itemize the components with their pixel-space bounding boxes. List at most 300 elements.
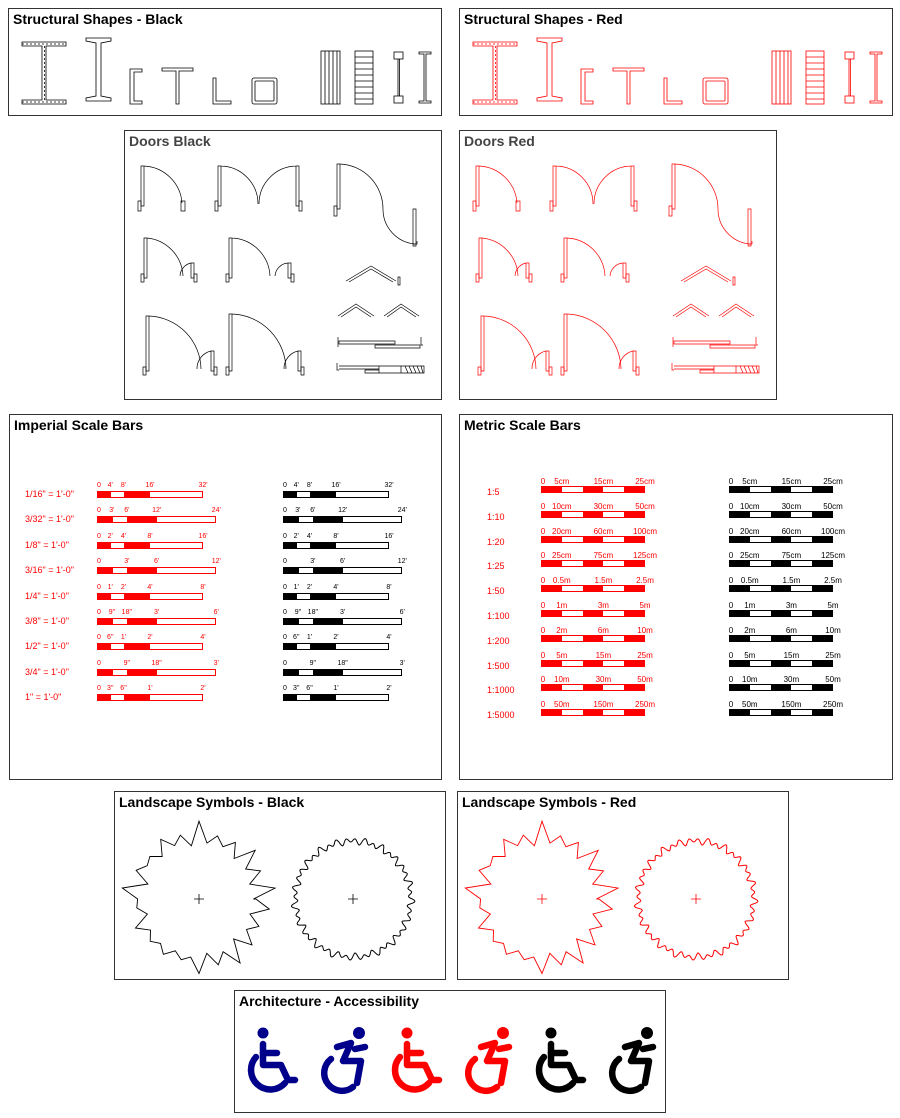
scale-tick-label: 250m (634, 700, 656, 710)
scale-tick-label: 6" (293, 634, 300, 642)
scale-tick-label: 3' (399, 659, 405, 667)
bar-fill-segment (583, 661, 603, 666)
scale-tick-label: 30cm (593, 501, 614, 511)
imperial-scale-bar (283, 491, 389, 498)
scale-tick-label: 3' (154, 609, 160, 616)
scale-tick-label: 2' (293, 532, 299, 540)
scale-tick-label: 60cm (781, 526, 802, 536)
scale-tick-label: 0 (728, 650, 734, 660)
scale-tick-label: 5cm (742, 477, 758, 486)
metric-scale-label: 1:1000 (487, 685, 515, 696)
bar-fill-segment (583, 487, 603, 492)
scale-tick-label: 25cm (823, 477, 843, 486)
metric-scale-label: 1:100 (487, 611, 510, 621)
scale-tick-label: 0 (728, 625, 734, 635)
bar-fill-segment (313, 670, 342, 675)
bar-fill-segment (127, 568, 156, 573)
imperial-scale-bar (97, 542, 203, 549)
imperial-scale-bar (283, 542, 389, 549)
bar-fill-segment (98, 644, 111, 649)
imperial-scale-label: 3/8" = 1'-0" (25, 616, 69, 626)
bar-fill-segment (98, 568, 113, 573)
panel-title: Structural Shapes - Black (13, 11, 183, 27)
scale-tick-label: 2' (386, 685, 392, 693)
bar-fill-segment (542, 537, 562, 542)
bar-fill-segment (624, 710, 644, 715)
scale-tick-label: 20cm (740, 526, 760, 536)
bar-fill-segment (98, 594, 111, 599)
scale-tick-label: 0 (540, 601, 546, 610)
imperial-scale-bar (97, 567, 216, 574)
scale-tick-label: 32' (198, 482, 208, 489)
scale-tick-label: 20cm (552, 526, 572, 536)
bar-fill-segment (313, 517, 342, 522)
imperial-scale-bar (283, 567, 402, 574)
scale-tick-label: 1.5m (782, 576, 801, 586)
bar-fill-segment (812, 661, 832, 666)
imperial-scale-label: 1/2" = 1'-0" (25, 641, 69, 652)
scale-tick-label: 2' (306, 583, 313, 591)
scale-tick-label: 6" (107, 634, 114, 642)
scale-tick-label: 16' (384, 532, 394, 540)
bar-fill-segment (812, 512, 832, 517)
scale-tick-label: 3m (597, 601, 609, 610)
scale-tick-label: 150m (781, 700, 802, 710)
metric-scale-bar (729, 684, 833, 691)
scale-tick-label: 6' (310, 507, 316, 515)
scale-tick-label: 0.5m (740, 576, 759, 586)
scale-tick-label: 1' (120, 634, 127, 642)
scale-tick-label: 9" (108, 609, 116, 616)
scale-tick-label: 0 (97, 482, 101, 489)
metric-scale-bar (541, 536, 645, 543)
scale-tick-label: 1' (306, 634, 313, 642)
bar-fill-segment (542, 685, 562, 690)
scale-tick-label: 0 (728, 700, 734, 710)
imperial-scale-bar (97, 694, 203, 701)
bar-fill-segment (583, 586, 603, 591)
bar-fill-segment (771, 636, 791, 641)
bar-fill-segment (98, 492, 111, 497)
bar-fill-segment (310, 644, 336, 649)
panel-title: Doors Red (464, 133, 535, 149)
bar-fill-segment (542, 512, 562, 517)
scale-tick-label: 50m (742, 700, 758, 710)
structural-shapes-black (9, 9, 443, 117)
scale-tick-label: 60cm (593, 526, 614, 536)
bar-fill-segment (542, 661, 562, 666)
scale-tick-label: 3" (107, 685, 114, 693)
scale-tick-label: 0 (97, 558, 101, 566)
bar-fill-segment (127, 619, 156, 624)
metric-scale-bar (541, 610, 645, 617)
bar-fill-segment (730, 561, 750, 566)
bar-fill-segment (124, 594, 150, 599)
scale-tick-label: 0 (283, 507, 287, 515)
scale-tick-label: 2' (147, 634, 153, 642)
scale-tick-label: 5m (744, 650, 756, 660)
bar-fill-segment (771, 685, 791, 690)
scale-tick-label: 2.5m (636, 576, 654, 586)
bar-fill-segment (98, 695, 111, 700)
bar-fill-segment (624, 487, 644, 492)
imperial-scale-bar (97, 669, 216, 676)
scale-tick-label: 4' (386, 634, 392, 642)
metric-scale-bar (541, 684, 645, 691)
scale-tick-label: 3' (109, 507, 115, 515)
bar-fill-segment (812, 710, 832, 715)
imperial-scale-bar (283, 669, 402, 676)
panel-structural-black (8, 8, 442, 116)
panel-title: Landscape Symbols - Black (119, 794, 305, 810)
scale-tick-label: 250m (822, 700, 844, 710)
scale-tick-label: 0 (97, 609, 101, 616)
tree-round-black-icon (273, 819, 433, 979)
scale-tick-label: 0 (97, 507, 101, 515)
bar-fill-segment (771, 487, 791, 492)
bar-fill-segment (730, 487, 750, 492)
scale-tick-label: 4' (147, 583, 153, 591)
scale-tick-label: 50cm (823, 501, 843, 511)
scale-tick-label: 1.5m (594, 576, 613, 586)
imperial-scale-label: 1" = 1'-0" (25, 692, 62, 703)
panel-title: Metric Scale Bars (464, 417, 581, 433)
wheelchair-dynamic-icon (605, 1025, 669, 1095)
bar-fill-segment (812, 537, 832, 542)
bar-fill-segment (583, 611, 603, 616)
panel-title: Structural Shapes - Red (464, 11, 623, 27)
bar-fill-segment (771, 710, 791, 715)
scale-tick-label: 5cm (554, 477, 570, 486)
bar-fill-segment (812, 487, 832, 492)
scale-tick-label: 10m (825, 625, 841, 635)
scale-tick-label: 0 (728, 675, 734, 685)
bar-fill-segment (542, 710, 562, 715)
scale-tick-label: 125cm (632, 551, 658, 561)
scale-tick-label: 0 (97, 583, 101, 591)
bar-fill-segment (284, 594, 297, 599)
tree-spiky-red-icon (462, 819, 622, 979)
scale-tick-label: 10m (742, 675, 758, 685)
door-symbols-black (125, 131, 443, 401)
metric-scale-label: 1:50 (487, 586, 505, 597)
metric-scale-bar (541, 585, 645, 592)
imperial-scale-label: 3/16" = 1'-0" (25, 565, 74, 576)
bar-fill-segment (98, 670, 113, 675)
bar-fill-segment (542, 636, 562, 641)
bar-fill-segment (583, 636, 603, 641)
imperial-scale-bar (97, 516, 216, 523)
scale-tick-label: 6" (306, 685, 313, 693)
scale-tick-label: 0 (540, 700, 546, 710)
bar-fill-segment (583, 512, 603, 517)
bar-fill-segment (812, 561, 832, 566)
scale-tick-label: 30m (783, 675, 800, 685)
metric-scale-bar (541, 660, 645, 667)
metric-scale-bar (729, 709, 833, 716)
scale-tick-label: 8' (120, 482, 127, 489)
scale-tick-label: 75cm (593, 551, 614, 561)
metric-scale-bar (541, 511, 645, 518)
tree-round-red-icon (616, 819, 776, 979)
scale-tick-label: 16' (198, 532, 208, 540)
scale-tick-label: 3" (293, 685, 300, 693)
scale-tick-label: 8' (386, 583, 392, 591)
bar-fill-segment (771, 586, 791, 591)
panel-landscape-black (114, 791, 446, 980)
bar-fill-segment (284, 492, 297, 497)
bar-fill-segment (812, 685, 832, 690)
scale-tick-label: 4' (107, 482, 113, 489)
scale-tick-label: 25cm (740, 551, 760, 561)
imperial-scale-label: 1/4" = 1'-0" (25, 590, 69, 601)
imperial-scale-bar (283, 618, 402, 625)
imperial-scale-label: 3/4" = 1'-0" (25, 666, 69, 677)
scale-tick-label: 10m (554, 675, 570, 685)
scale-tick-label: 8' (200, 583, 206, 591)
panel-title: Landscape Symbols - Red (462, 794, 637, 810)
bar-fill-segment (730, 710, 750, 715)
scale-tick-label: 100cm (632, 526, 658, 536)
scale-tick-label: 4' (200, 634, 206, 642)
panel-doors-red (459, 130, 777, 400)
scale-tick-label: 25m (825, 650, 841, 660)
scale-tick-label: 125cm (820, 551, 846, 561)
scale-tick-label: 18" (121, 609, 132, 616)
bar-fill-segment (542, 611, 562, 616)
bar-fill-segment (313, 619, 342, 624)
scale-tick-label: 3' (295, 507, 301, 515)
scale-tick-label: 6' (340, 558, 346, 566)
scale-tick-label: 0 (728, 526, 734, 536)
scale-tick-label: 18" (151, 659, 162, 667)
scale-tick-label: 4' (120, 532, 127, 540)
imperial-scale-bar (97, 491, 203, 498)
bar-fill-segment (771, 537, 791, 542)
imperial-scale-bar (97, 643, 203, 650)
bar-fill-segment (124, 644, 150, 649)
scale-tick-label: 0 (283, 558, 287, 566)
scale-tick-label: 0 (540, 576, 546, 586)
scale-tick-label: 6' (154, 558, 160, 566)
scale-tick-label: 9" (294, 609, 302, 616)
bar-fill-segment (583, 537, 603, 542)
bar-fill-segment (624, 685, 644, 690)
scale-tick-label: 0 (728, 501, 734, 511)
scale-tick-label: 2' (200, 685, 206, 693)
bar-fill-segment (624, 561, 644, 566)
scale-tick-label: 6" (120, 685, 127, 693)
scale-tick-label: 0 (540, 650, 546, 660)
imperial-scale-bar (97, 593, 203, 600)
scale-tick-label: 15cm (593, 477, 614, 486)
scale-tick-label: 2.5m (824, 576, 842, 586)
scale-tick-label: 0 (283, 532, 287, 540)
scale-tick-label: 10cm (740, 501, 760, 511)
scale-tick-label: 32' (384, 482, 394, 489)
scale-tick-label: 75cm (781, 551, 802, 561)
scale-tick-label: 50cm (635, 501, 655, 511)
bar-fill-segment (127, 670, 156, 675)
scale-tick-label: 0 (97, 532, 101, 540)
bar-fill-segment (730, 661, 750, 666)
scale-tick-label: 0 (728, 576, 734, 586)
metric-scale-bar (729, 536, 833, 543)
scale-tick-label: 25cm (635, 477, 655, 486)
imperial-scale-bar (97, 618, 216, 625)
scale-tick-label: 8' (306, 482, 313, 489)
scale-tick-label: 4' (306, 532, 313, 540)
imperial-scale-bar (283, 516, 402, 523)
scale-tick-label: 0 (283, 482, 287, 489)
scale-tick-label: 50m (554, 700, 570, 710)
scale-tick-label: 0 (728, 477, 734, 486)
bar-fill-segment (310, 492, 336, 497)
scale-tick-label: 12' (211, 558, 221, 566)
scale-tick-label: 12' (152, 507, 162, 515)
metric-scale-label: 1:10 (487, 511, 505, 522)
scale-tick-label: 16' (331, 482, 341, 489)
bar-fill-segment (284, 517, 299, 522)
metric-scale-label: 1:5 (487, 487, 500, 497)
scale-tick-label: 18" (307, 609, 318, 616)
scale-tick-label: 0 (540, 675, 546, 685)
scale-tick-label: 150m (593, 700, 614, 710)
scale-tick-label: 6' (124, 507, 130, 515)
bar-fill-segment (771, 661, 791, 666)
scale-tick-label: 6m (785, 625, 797, 635)
scale-tick-label: 100cm (820, 526, 846, 536)
imperial-scale-bar (283, 643, 389, 650)
panel-accessibility (234, 990, 666, 1113)
bar-fill-segment (771, 561, 791, 566)
wheelchair-classic-icon (533, 1025, 597, 1095)
bar-fill-segment (313, 568, 342, 573)
metric-scale-bar (729, 560, 833, 567)
scale-tick-label: 0 (283, 634, 287, 642)
structural-shapes-red (460, 9, 894, 117)
scale-tick-label: 6m (597, 625, 609, 635)
scale-tick-label: 2' (333, 634, 339, 642)
scale-tick-label: 15m (595, 650, 612, 660)
panel-landscape-red (457, 791, 789, 980)
scale-tick-label: 4' (333, 583, 339, 591)
scale-tick-label: 5m (556, 650, 568, 660)
wheelchair-dynamic-icon (461, 1025, 525, 1095)
bar-fill-segment (812, 611, 832, 616)
scale-tick-label: 9" (123, 659, 131, 667)
scale-tick-label: 12' (338, 507, 348, 515)
panel-title: Architecture - Accessibility (239, 993, 419, 1009)
bar-fill-segment (583, 710, 603, 715)
scale-tick-label: 24' (397, 507, 407, 515)
bar-fill-segment (771, 611, 791, 616)
metric-scale-bar (541, 635, 645, 642)
wheelchair-dynamic-icon (317, 1025, 381, 1095)
imperial-scale-label: 1/16" = 1'-0" (25, 489, 74, 499)
metric-scale-bar (729, 511, 833, 518)
metric-scale-label: 1:5000 (487, 710, 515, 721)
scale-tick-label: 1' (107, 583, 113, 591)
bar-fill-segment (98, 517, 113, 522)
bar-fill-segment (284, 543, 297, 548)
scale-tick-label: 5m (639, 601, 651, 610)
scale-tick-label: 25cm (552, 551, 572, 561)
door-symbols-red (460, 131, 778, 401)
bar-fill-segment (812, 586, 832, 591)
bar-fill-segment (730, 586, 750, 591)
metric-scale-bar (729, 585, 833, 592)
panel-structural-red (459, 8, 893, 116)
bar-fill-segment (812, 636, 832, 641)
scale-tick-label: 0 (283, 685, 287, 693)
bar-fill-segment (730, 512, 750, 517)
scale-tick-label: 2' (107, 532, 113, 540)
bar-fill-segment (624, 636, 644, 641)
bar-fill-segment (730, 685, 750, 690)
bar-fill-segment (624, 611, 644, 616)
scale-tick-label: 1' (293, 583, 299, 591)
bar-fill-segment (98, 543, 111, 548)
scale-tick-label: 0 (540, 526, 546, 536)
bar-fill-segment (583, 561, 603, 566)
bar-fill-segment (284, 644, 297, 649)
metric-scale-bar (541, 560, 645, 567)
metric-scale-label: 1:25 (487, 561, 505, 572)
scale-tick-label: 9" (309, 659, 317, 667)
bar-fill-segment (624, 512, 644, 517)
imperial-scale-bar (283, 694, 389, 701)
metric-scale-bar (729, 486, 833, 493)
imperial-scale-label: 3/32" = 1'-0" (25, 514, 74, 525)
bar-fill-segment (771, 512, 791, 517)
scale-tick-label: 50m (825, 675, 841, 685)
panel-metric-scale-bars (459, 414, 893, 780)
imperial-scale-bar (283, 593, 389, 600)
scale-tick-label: 12' (397, 558, 407, 566)
scale-tick-label: 0 (283, 609, 287, 616)
scale-tick-label: 3' (310, 558, 316, 566)
scale-tick-label: 0 (540, 501, 546, 511)
bar-fill-segment (284, 670, 299, 675)
bar-fill-segment (284, 568, 299, 573)
bar-fill-segment (98, 619, 113, 624)
scale-tick-label: 16' (145, 482, 155, 489)
bar-fill-segment (730, 611, 750, 616)
scale-tick-label: 30cm (781, 501, 802, 511)
scale-tick-label: 0.5m (552, 576, 571, 586)
metric-scale-label: 1:20 (487, 536, 505, 547)
bar-fill-segment (542, 561, 562, 566)
scale-tick-label: 30m (595, 675, 612, 685)
scale-tick-label: 0 (97, 659, 101, 667)
bar-fill-segment (124, 492, 150, 497)
bar-fill-segment (542, 487, 562, 492)
scale-tick-label: 0 (283, 583, 287, 591)
bar-fill-segment (284, 695, 297, 700)
scale-tick-label: 10m (637, 625, 653, 635)
scale-tick-label: 1m (744, 601, 756, 610)
scale-tick-label: 6' (213, 609, 219, 616)
scale-tick-label: 1' (147, 685, 153, 693)
bar-fill-segment (730, 537, 750, 542)
scale-tick-label: 0 (728, 551, 734, 561)
bar-fill-segment (624, 586, 644, 591)
panel-title: Doors Black (129, 133, 211, 149)
wheelchair-classic-icon (389, 1025, 453, 1095)
metric-scale-bar (541, 709, 645, 716)
metric-scale-label: 1:200 (487, 635, 510, 646)
